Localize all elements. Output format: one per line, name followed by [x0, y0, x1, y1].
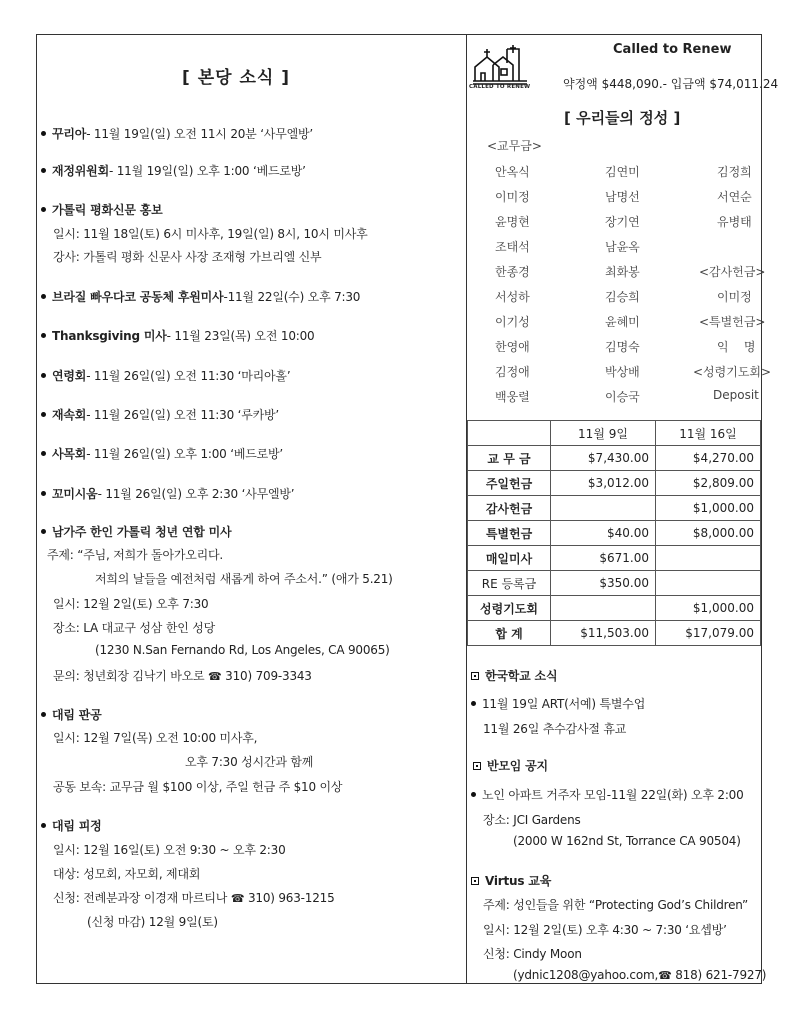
item-head: 가톨릭 평화신문 홍보: [52, 203, 163, 217]
notice-text: 11월 19일 ART(서예) 특별수업: [482, 697, 646, 711]
list-item: [41, 288, 360, 305]
cell-group-place: 장소: JCI Gardens: [483, 813, 581, 827]
list-item: [41, 406, 279, 423]
table-cell: $8,000.00: [656, 521, 761, 546]
bullet-icon: [41, 294, 46, 299]
table-cell: [551, 496, 656, 521]
list-item: [41, 445, 283, 462]
table-total-row: [468, 621, 761, 646]
cell-group-line: [471, 786, 744, 803]
item-head: 대림 피정: [52, 819, 102, 833]
logo-caption: CALLED TO RENEW: [469, 84, 531, 90]
list-item: [41, 125, 313, 142]
row-label: 주일헌금: [468, 471, 551, 496]
table-row: [468, 546, 761, 571]
donor-name: 김정희: [717, 165, 752, 179]
row-label: 매일미사: [468, 546, 551, 571]
table-cell: [656, 571, 761, 596]
item-text: - 11월 26일(일) 오후 1:00 ‘베드로방’: [86, 447, 283, 461]
item-head: 브라질 빠우다코 공동체 후원미사: [52, 290, 224, 304]
bullet-icon: [41, 131, 46, 136]
bullet-icon: [471, 792, 476, 797]
youth-mass-contact: [53, 667, 312, 684]
item-text: - 11월 23일(목) 오전 10:00: [166, 329, 315, 343]
donor-name: 윤혜미: [605, 315, 640, 329]
bullet-icon: [41, 207, 46, 212]
row-label: 합 계: [468, 621, 551, 646]
bulletin-page: [36, 34, 779, 984]
table-cell: $40.00: [551, 521, 656, 546]
donor-name: 한종경: [495, 265, 530, 279]
bullet-icon: [41, 529, 46, 534]
bullet-icon: [41, 451, 46, 456]
bullet-icon: [41, 712, 46, 717]
row-label: 성령기도회: [468, 596, 551, 621]
apply-phone: 310) 963-1215: [247, 891, 335, 905]
table-cell: $1,000.00: [656, 596, 761, 621]
table-header: 11월 9일: [551, 421, 656, 446]
donor-name: 김명숙: [605, 340, 640, 354]
item-head: 연령회: [52, 369, 87, 383]
donor-name: 조태석: [495, 240, 530, 254]
table-cell: $11,503.00: [551, 621, 656, 646]
contact-phone: 818) 621-7927): [675, 968, 767, 982]
donor-name: 김정애: [495, 365, 530, 379]
retreat-apply: [53, 889, 335, 906]
donor-name: 이승국: [605, 390, 640, 404]
item-head: 대림 판공: [52, 708, 102, 722]
item-text: - 11월 19일(일) 오후 1:00 ‘베드로방’: [108, 164, 306, 178]
table-row: [468, 446, 761, 471]
parish-news-title: [ 본당 소식 ]: [182, 68, 290, 88]
table-row: [468, 471, 761, 496]
row-label: 교 무 금: [468, 446, 551, 471]
list-item: [41, 201, 162, 218]
retreat-time: 일시: 12월 16일(토) 오전 9:30 ~ 오후 2:30: [53, 843, 286, 857]
row-label: RE 등록금: [468, 571, 551, 596]
donor-name: 이미정: [495, 190, 530, 204]
pledge-summary: 약정액 $448,090.- 입금액 $74,011.24: [563, 77, 779, 91]
donor-name: 서성하: [495, 290, 530, 304]
virtus-apply: 신청: Cindy Moon: [483, 947, 582, 961]
donor-name: 익 명: [717, 340, 756, 354]
square-bullet-icon: [473, 762, 481, 770]
item-head: 남가주 한인 가톨릭 청년 연합 미사: [52, 525, 232, 539]
donor-name: 안옥식: [495, 165, 530, 179]
retreat-deadline: (신청 마감) 12월 9일(토): [87, 915, 218, 929]
item-text: - 11월 26일(일) 오후 2:30 ‘사무엘방’: [97, 487, 295, 501]
donor-name: 이기성: [495, 315, 530, 329]
bullet-icon: [41, 373, 46, 378]
donor-name: 박상배: [605, 365, 640, 379]
table-cell: $4,270.00: [656, 446, 761, 471]
phone-icon: ☎: [230, 892, 245, 905]
advent-confession-time-cont: 오후 7:30 성시간과 함께: [185, 755, 314, 769]
donor-name: 남윤옥: [605, 240, 640, 254]
virtus-theme: 주제: 성인들을 위한 “Protecting God’s Children”: [483, 898, 749, 912]
list-item: [41, 327, 314, 344]
offering-column: [467, 35, 779, 983]
table-cell: $2,809.00: [656, 471, 761, 496]
apply-text: 신청: 전례분과장 이경재 마르티나: [53, 891, 228, 905]
virtus-time: 일시: 12월 2일(토) 오후 4:30 ~ 7:30 ‘요셉방’: [483, 923, 727, 937]
donor-name: 장기연: [605, 215, 640, 229]
table-row: [468, 596, 761, 621]
item-head: 사목회: [52, 447, 87, 461]
section-heading: 반모임 공지: [487, 759, 548, 773]
advent-confession-time: 일시: 12월 7일(목) 오전 10:00 미사후,: [53, 731, 258, 745]
offering-category: <특별헌금>: [699, 315, 766, 329]
item-text: -11월 22일(수) 오후 7:30: [223, 290, 361, 304]
donor-name: 남명선: [605, 190, 640, 204]
donor-name: 윤명현: [495, 215, 530, 229]
virtus-contact: [513, 968, 766, 982]
table-cell: $17,079.00: [656, 621, 761, 646]
bullet-icon: [41, 823, 46, 828]
notice-text: 노인 아파트 거주자 모임-11월 22일(화) 오후 2:00: [482, 788, 744, 802]
donor-name: 서연순: [717, 190, 752, 204]
list-item: [41, 485, 294, 502]
table-header: [468, 421, 551, 446]
offering-title: [ 우리들의 정성 ]: [564, 109, 681, 127]
campaign-title: Called to Renew: [613, 42, 732, 57]
list-item: [41, 523, 231, 540]
list-item: [41, 706, 102, 723]
peace-newspaper-speaker: 강사: 가톨릭 평화 신문사 사장 조재형 가브리엘 신부: [53, 250, 322, 264]
table-row: [468, 521, 761, 546]
item-head: 재정위원회: [52, 164, 109, 178]
youth-mass-address: (1230 N.San Fernando Rd, Los Angeles, CA 90065): [95, 643, 390, 657]
youth-mass-place: 장소: LA 대교구 성삼 한인 성당: [53, 621, 215, 635]
table-cell: $350.00: [551, 571, 656, 596]
korean-school-line: [471, 695, 645, 712]
bullet-icon: [471, 701, 476, 706]
table-cell: $1,000.00: [656, 496, 761, 521]
item-text: - 11월 26일(일) 오전 11:30 ‘마리아홀’: [86, 369, 291, 383]
korean-school-title: [471, 667, 557, 684]
contact-email: (ydnic1208@yahoo.com,: [513, 968, 659, 982]
offering-category: <감사헌금>: [699, 265, 766, 279]
retreat-target: 대상: 성모회, 자모회, 제대회: [53, 867, 201, 881]
table-header-row: [468, 421, 761, 446]
offering-category: <교무금>: [487, 139, 542, 153]
advent-confession-penance: 공동 보속: 교무금 월 $100 이상, 주일 헌금 주 $10 이상: [53, 780, 343, 794]
table-cell: $671.00: [551, 546, 656, 571]
row-label: 특별헌금: [468, 521, 551, 546]
bullet-icon: [41, 491, 46, 496]
bullet-icon: [41, 168, 46, 173]
donor-name: 백웅렬: [495, 390, 530, 404]
cell-group-title: [473, 757, 548, 774]
phone-icon: ☎: [208, 670, 222, 683]
donor-name: 최화봉: [605, 265, 640, 279]
peace-newspaper-time: 일시: 11월 18일(토) 6시 미사후, 19일(일) 8시, 10시 미사후: [53, 227, 368, 241]
contact-phone: 310) 709-3343: [225, 669, 312, 683]
offering-category: <성령기도회>: [693, 365, 772, 379]
square-bullet-icon: [471, 877, 479, 885]
table-cell: [656, 546, 761, 571]
youth-mass-theme-cont: 저희의 날들을 예전처럼 새롭게 하여 주소서.” (애가 5.21): [95, 572, 393, 586]
korean-school-line: 11월 26일 추수감사절 휴교: [483, 722, 627, 736]
donor-name: Deposit: [713, 388, 759, 402]
phone-icon: ☎: [658, 969, 672, 982]
item-text: - 11월 19일(일) 오전 11시 20분 ‘사무엘방’: [86, 127, 313, 141]
donor-name: 유병태: [717, 215, 752, 229]
bullet-icon: [41, 333, 46, 338]
item-text: - 11월 26일(일) 오전 11:30 ‘루카방’: [86, 408, 280, 422]
section-heading: Virtus 교육: [485, 874, 552, 888]
virtus-title: [471, 872, 551, 889]
table-cell: $7,430.00: [551, 446, 656, 471]
section-heading: 한국학교 소식: [485, 669, 558, 683]
table-cell: $3,012.00: [551, 471, 656, 496]
donor-name: 김승희: [605, 290, 640, 304]
list-item: [41, 162, 306, 179]
bullet-icon: [41, 412, 46, 417]
donor-name: 이미정: [717, 290, 752, 304]
item-head: 재속회: [52, 408, 87, 422]
table-cell: [551, 596, 656, 621]
row-label: 감사헌금: [468, 496, 551, 521]
donor-name: 김연미: [605, 165, 640, 179]
square-bullet-icon: [471, 672, 479, 680]
table-row: [468, 571, 761, 596]
table-row: [468, 496, 761, 521]
parish-news-column: [37, 35, 465, 983]
item-head: 꼬미시움: [52, 487, 98, 501]
list-item: [41, 817, 102, 834]
contact-text: 문의: 청년회장 김낙기 바오로: [53, 669, 205, 683]
cell-group-address: (2000 W 162nd St, Torrance CA 90504): [513, 834, 741, 848]
youth-mass-theme: 주제: “주님, 저희가 돌아가오리다.: [47, 548, 224, 562]
item-head: Thanksgiving 미사: [52, 329, 167, 343]
list-item: [41, 367, 290, 384]
item-head: 꾸리아: [52, 127, 87, 141]
donor-name: 한영애: [495, 340, 530, 354]
youth-mass-time: 일시: 12월 2일(토) 오후 7:30: [53, 597, 209, 611]
table-header: 11월 16일: [656, 421, 761, 446]
offering-table: [467, 420, 761, 646]
